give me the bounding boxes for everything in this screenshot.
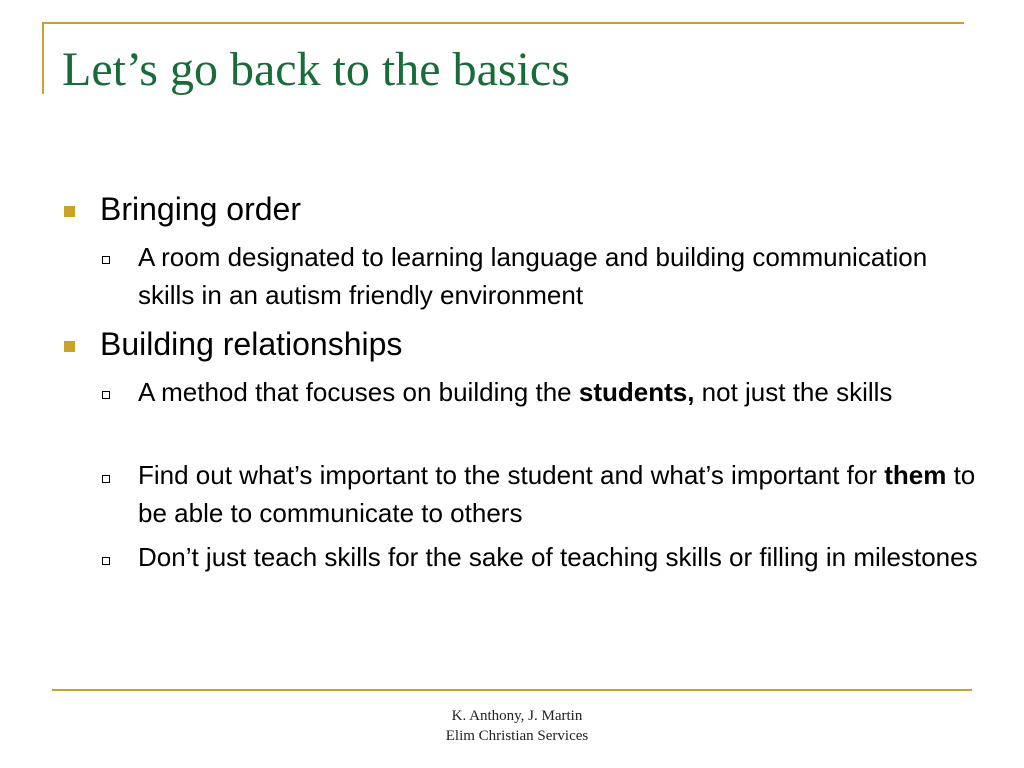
sub-bullet-method xyxy=(138,373,978,411)
slide-title: Let’s go back to the basics xyxy=(62,43,570,96)
sub-bullet-find-out xyxy=(138,456,978,532)
frame-left-border xyxy=(42,22,44,94)
footer-authors: K. Anthony, J. Martin xyxy=(451,708,583,724)
footer-organization: Elim Christian Services xyxy=(445,728,589,744)
square-bullet-icon xyxy=(64,341,75,352)
sub-bullet-dont-just-teach xyxy=(138,538,978,576)
sub-bullet-bold-text: them xyxy=(884,460,947,490)
hollow-square-bullet-icon xyxy=(102,475,110,483)
sub-bullet-room-designated xyxy=(138,238,978,314)
bullet-bringing-order: Bringing order xyxy=(100,191,301,227)
sub-bullet-text: A method that focuses on building the xyxy=(138,377,579,407)
sub-bullet-text: Don’t just teach skills for the sake of teaching skills or filling in milestones xyxy=(138,542,978,572)
sub-bullet-bold-text: students, xyxy=(578,377,695,407)
hollow-square-bullet-icon xyxy=(102,391,110,399)
footer-divider xyxy=(52,689,972,691)
sub-bullet-text: to be able to communicate to others xyxy=(138,460,976,528)
frame-top-border xyxy=(42,22,964,24)
sub-bullet-text: not just the skills xyxy=(694,377,893,407)
square-bullet-icon xyxy=(64,206,75,217)
sub-bullet-text: A room designated to learning language and building communication skills in an autism friendly environment xyxy=(138,242,928,310)
hollow-square-bullet-icon xyxy=(102,557,110,565)
hollow-square-bullet-icon xyxy=(102,256,110,264)
footer-credits xyxy=(0,706,1024,746)
sub-bullet-text: Find out what’s important to the student and what’s important for xyxy=(138,460,885,490)
bullet-building-relationships: Building relationships xyxy=(100,326,403,362)
